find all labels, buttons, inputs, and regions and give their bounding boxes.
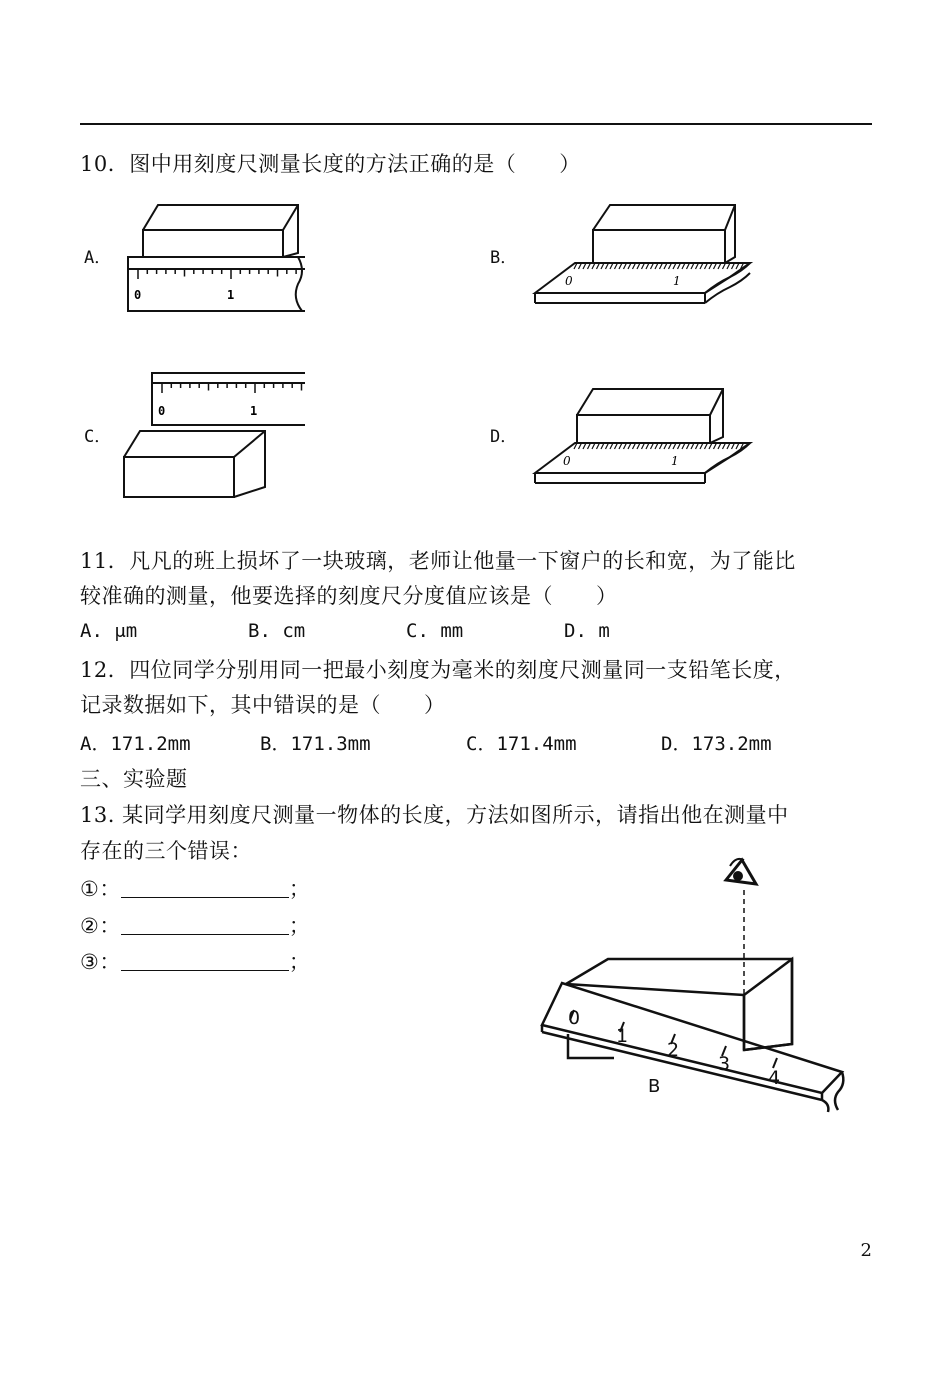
q11-line1: 11．凡凡的班上损坏了一块玻璃，老师让他量一下窗户的长和宽，为了能比 — [80, 549, 796, 573]
q10-figure-d — [525, 375, 755, 495]
q10-fig-a-tick-1: 1 — [227, 288, 235, 302]
q13-block-label: B — [648, 1076, 661, 1097]
q10-fig-d-label: D． — [490, 427, 518, 447]
q10-fig-a-label: A． — [84, 248, 112, 268]
q10-fig-b-tick-1: 1 — [673, 274, 681, 288]
q13-blank-3-suffix: ； — [288, 950, 311, 974]
q10-fig-c-tick-1: 1 — [250, 404, 258, 418]
section-3-heading: 三、实验题 — [80, 767, 188, 791]
q10-figure-b — [525, 195, 755, 315]
q13-blank-1-suffix: ； — [288, 877, 311, 901]
q11-option-b: B. cm — [248, 620, 306, 642]
q13-blank-3 — [80, 946, 310, 976]
q13-answer-blank-2[interactable] — [121, 916, 289, 935]
q10-figure-a — [120, 195, 315, 320]
q13-ruler-tick-2: 2 — [667, 1039, 680, 1061]
q13-ruler-tick-0: 0 — [568, 1007, 581, 1029]
q10-fig-c-tick-0: 0 — [158, 404, 166, 418]
q13-blank-2 — [80, 910, 310, 940]
q10-fig-d-tick-1: 1 — [671, 454, 679, 468]
q10-fig-d-tick-0: 0 — [563, 454, 571, 468]
q11-option-c: C. mm — [406, 620, 464, 642]
q10-fig-b-tick-0: 0 — [565, 274, 573, 288]
q10-fig-b-label: B． — [490, 248, 518, 268]
q13-blank-2-prefix: ②： — [80, 914, 121, 938]
q13-blank-1-prefix: ①： — [80, 877, 121, 901]
q13-line2: 存在的三个错误： — [80, 839, 252, 863]
q13-line1: 13. 某同学用刻度尺测量一物体的长度，方法如图所示，请指出他在测量中 — [80, 803, 789, 827]
q11-line2: 较准确的测量，他要选择的刻度尺分度值应该是（ ） — [80, 584, 618, 608]
q11-option-a: A. μm — [80, 620, 138, 642]
q10-fig-c-label: C． — [84, 427, 112, 447]
q12-option-b: B．171.3mm — [260, 733, 371, 755]
eye-icon — [726, 859, 756, 884]
q11-option-d: D. m — [564, 620, 610, 642]
q10-figure-c — [120, 365, 315, 505]
header-rule — [80, 123, 872, 125]
q12-option-d: D．173.2mm — [661, 733, 772, 755]
page-number: 2 — [860, 1240, 872, 1261]
q13-answer-blank-3[interactable] — [121, 952, 289, 971]
q13-blank-1 — [80, 873, 310, 903]
q13-blank-3-prefix: ③： — [80, 950, 121, 974]
q13-ruler-tick-4: 4 — [768, 1067, 781, 1089]
q13-measurement-figure — [530, 838, 860, 1128]
q13-blank-2-suffix: ； — [288, 914, 311, 938]
q12-option-c: C．171.4mm — [466, 733, 577, 755]
q13-answer-blank-1[interactable] — [121, 879, 289, 898]
q10-fig-a-tick-0: 0 — [134, 288, 142, 302]
q10-stem: 10．图中用刻度尺测量长度的方法正确的是（ ） — [80, 152, 581, 176]
q12-line2: 记录数据如下，其中错误的是（ ） — [80, 693, 446, 717]
q13-ruler-tick-3: 3 — [718, 1053, 731, 1075]
q12-option-a: A．171.2mm — [80, 733, 191, 755]
q12-line1: 12．四位同学分别用同一把最小刻度为毫米的刻度尺测量同一支铅笔长度， — [80, 658, 796, 682]
q13-ruler-tick-1: 1 — [616, 1025, 629, 1047]
